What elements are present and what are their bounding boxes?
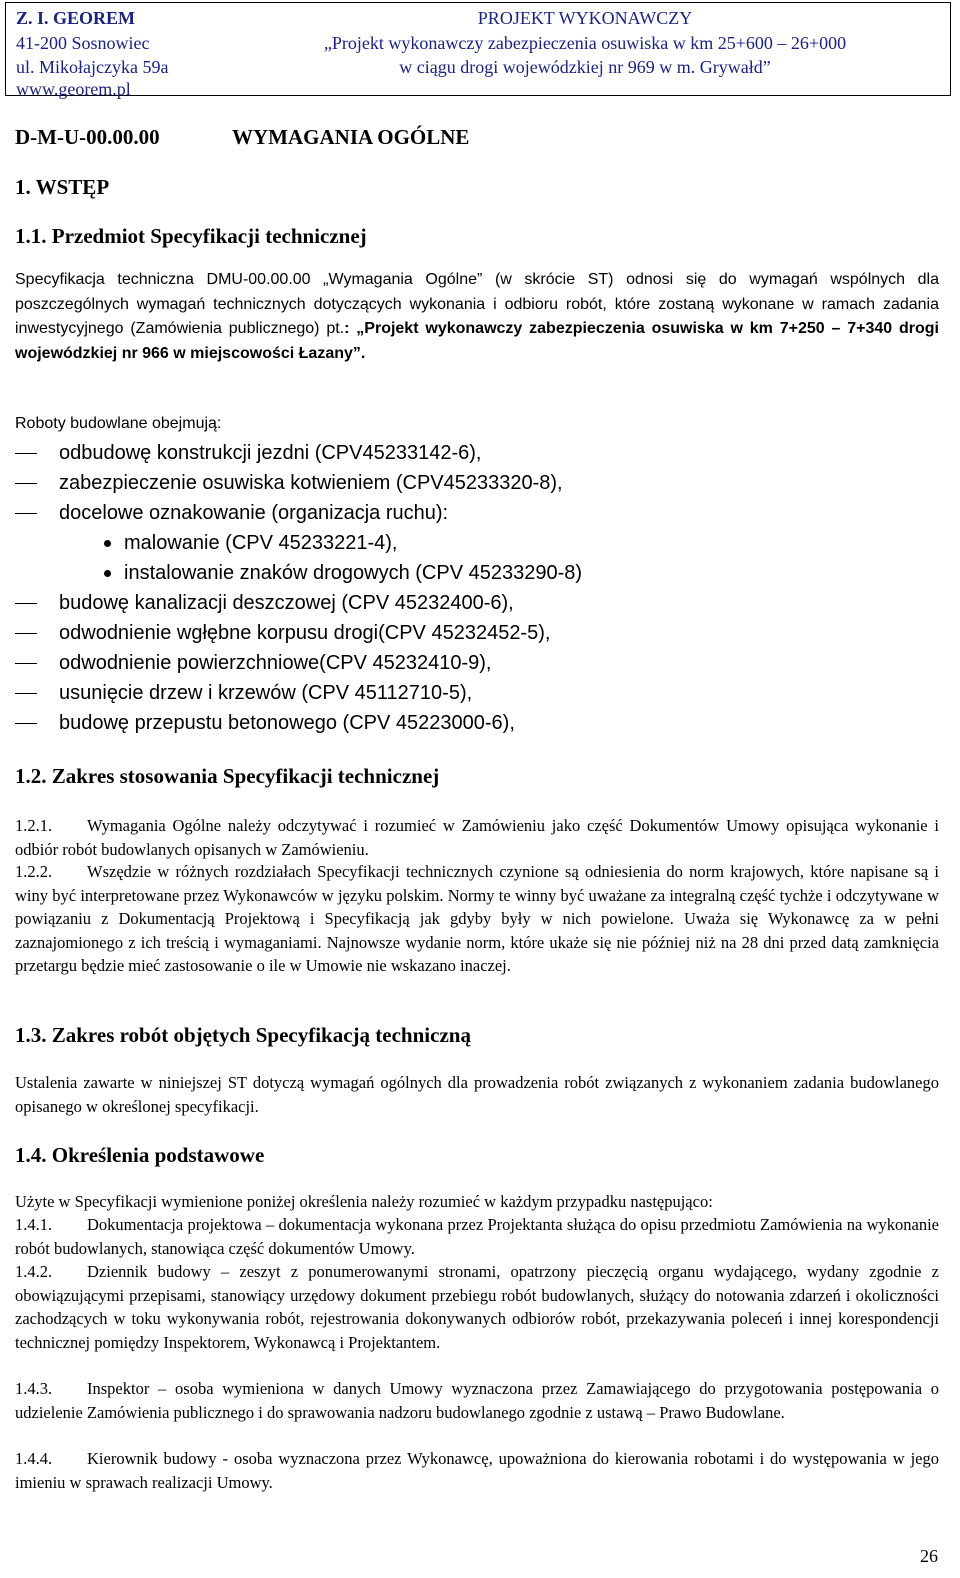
company-street: ul. Mikołajczyka 59a [16, 57, 169, 77]
paragraph-text: Dokumentacja projektowa – dokumentacja wykonana przez Projektanta służąca do opisu przedmiotu Zamówienia na wykonanie robót budowlanych, stanowiąca część dokumentów Umowy. [15, 1215, 939, 1258]
list-item [15, 618, 935, 648]
dash-marker [15, 723, 37, 724]
company-website: www.georem.pl [16, 79, 131, 99]
dash-marker [15, 663, 37, 664]
paragraph-number: 1.4.1. [15, 1215, 53, 1234]
project-title-line-2: w ciągu drogi wojewódzkiej nr 969 w m. Grywałd” [399, 57, 771, 77]
paragraph-1-4-4 [15, 1447, 939, 1494]
intro-project-title: : „Projekt wykonawczy zabezpieczenia osuwiska w km 7+250 – 7+340 drogi wojewódzkiej nr 966 w miejscowości Łazany”. [15, 320, 940, 362]
document-title: WYMAGANIA OGÓLNE [232, 125, 470, 149]
list-item [15, 588, 935, 618]
dash-marker [15, 453, 37, 454]
list-item-text: odwodnienie powierzchniowe(CPV 45232410-9), [59, 652, 492, 674]
list-item-text: instalowanie znaków drogowych (CPV 45233290-8) [124, 562, 583, 584]
section-1-2-heading: 1.2. Zakres stosowania Specyfikacji technicznej [15, 764, 440, 788]
paragraph-text: Wszędzie w różnych rozdziałach Specyfikacji technicznych czynione są odniesienia do norm krajowych, które napisane są i winy być interpretowane przez Wykonawców w języku polskim. Normy te winny być uważane za integralną część tychże i odczytywane w powiązaniu z Dokumentacją Projektową i Specyfikacją jak gdyby były w nich powielone. Uważa się Wykonawcę za w pełni zaznajomionego z ich treścią i wymaganiami. Najnowsze wydanie norm, które ukaże się nie później niż na 28 dni przed datą zamknięcia przetargu będzie mieć zastosowanie o ile w Umowie nie wskazano inaczej. [15, 862, 939, 975]
works-intro: Roboty budowlane obejmują: [15, 415, 222, 432]
list-item-text: malowanie (CPV 45233221-4), [124, 532, 398, 554]
paragraph-text: Inspektor – osoba wymieniona w danych Umowy wyznaczona przez Zamawiającego do przygotowania postępowania o udzielenie Zamówienia publicznego i do sprawowania nadzoru budowlanego zgodnie z ustawą – Prawo Budowlane. [15, 1379, 939, 1422]
paragraph-1-3: Ustalenia zawarte w niniejszej ST dotyczą wymagań ogólnych dla prowadzenia robót związanych z wykonaniem zadania budowlanego opisanego w określonej specyfikacji. [15, 1073, 939, 1116]
paragraph-1-4-1 [15, 1213, 939, 1260]
list-item [15, 528, 935, 558]
page-number: 26 [920, 1546, 938, 1566]
paragraph-number: 1.2.2. [15, 862, 53, 881]
paragraph-text: Kierownik budowy - osoba wyznaczona przez Wykonawcę, upoważniona do kierowania robotami i do występowania w jego imieniu w sprawach realizacji Umowy. [15, 1449, 939, 1492]
dash-marker [15, 603, 37, 604]
list-item [15, 648, 935, 678]
dash-marker [15, 633, 37, 634]
list-item [15, 558, 935, 588]
intro-paragraph [15, 268, 939, 366]
company-city: 41-200 Sosnowiec [16, 33, 150, 53]
document-code: D-M-U-00.00.00 [15, 125, 160, 149]
document-type: PROJEKT WYKONAWCZY [477, 8, 693, 28]
dash-marker [15, 693, 37, 694]
list-item-text: odwodnienie wgłębne korpusu drogi(CPV 45232452-5), [59, 622, 551, 644]
list-item [15, 708, 935, 738]
paragraph-1-4-intro: Użyte w Specyfikacji wymienione poniżej określenia należy rozumieć w każdym przypadku następująco: [15, 1192, 713, 1211]
paragraph-text: Dziennik budowy – zeszyt z ponumerowanymi stronami, opatrzony pieczęcią organu wydającego, wydany zgodnie z obowiązującymi przepisami, stanowiący urzędowy dokument przebiegu robót budowlanych, służący do notowania zdarzeń i okoliczności zachodzących w toku wykonywania robót, rejestrowania dokonywanych odbiorów robót, przekazywania poleceń i innej korespondencji technicznej pomiędzy Inspektorem, Wykonawcą i Projektantem. [15, 1262, 939, 1352]
project-title-line-1: „Projekt wykonawczy zabezpieczenia osuwiska w km 25+600 – 26+000 [323, 33, 847, 53]
works-list [15, 438, 935, 738]
paragraph-number: 1.2.1. [15, 816, 53, 835]
section-1-4-heading: 1.4. Określenia podstawowe [15, 1143, 265, 1167]
paragraph-1-4-3 [15, 1377, 939, 1424]
company-name: Z. I. GEOREM [16, 8, 136, 28]
list-item [15, 468, 935, 498]
paragraph-1-2-1 [15, 814, 939, 861]
list-item-text: odbudowę konstrukcji jezdni (CPV45233142-6), [59, 442, 482, 464]
list-item-text: budowę przepustu betonowego (CPV 45223000-6), [59, 712, 515, 734]
list-item [15, 498, 935, 528]
bullet-marker [104, 570, 111, 577]
section-1-3-heading: 1.3. Zakres robót objętych Specyfikacją techniczną [15, 1023, 471, 1047]
list-item-text: docelowe oznakowanie (organizacja ruchu): [59, 502, 449, 524]
list-item [15, 678, 935, 708]
dash-marker [15, 483, 37, 484]
list-item [15, 438, 935, 468]
document-header [5, 2, 951, 99]
intro-text: Specyfikacja techniczna DMU-00.00.00 „Wymagania Ogólne” (w skrócie ST) odnosi się do wymagań wspólnych dla poszczególnych wymagań technicznych dotyczących wykonania i odbioru robót, które zostaną wykonane w ramach zadania inwestycyjnego (Zamówienia publicznego) pt. [15, 271, 939, 337]
section-1-1-heading: 1.1. Przedmiot Specyfikacji technicznej [15, 224, 367, 248]
paragraph-1-4-2 [15, 1260, 939, 1354]
paragraph-number: 1.4.3. [15, 1379, 53, 1398]
paragraph-number: 1.4.4. [15, 1449, 53, 1468]
paragraph-text: Wymagania Ogólne należy odczytywać i rozumieć w Zamówieniu jako część Dokumentów Umowy opisująca wykonanie i odbiór robót budowlanych opisanych w Zamówieniu. [15, 816, 939, 859]
paragraph-1-2-2 [15, 860, 939, 978]
paragraph-number: 1.4.2. [15, 1262, 53, 1281]
section-1-heading: 1. WSTĘP [15, 175, 110, 199]
list-item-text: zabezpieczenie osuwiska kotwieniem (CPV45233320-8), [59, 472, 563, 494]
list-item-text: budowę kanalizacji deszczowej (CPV 45232400-6), [59, 592, 514, 614]
dash-marker [15, 513, 37, 514]
list-item-text: usunięcie drzew i krzewów (CPV 45112710-5), [59, 682, 473, 704]
bullet-marker [104, 540, 111, 547]
